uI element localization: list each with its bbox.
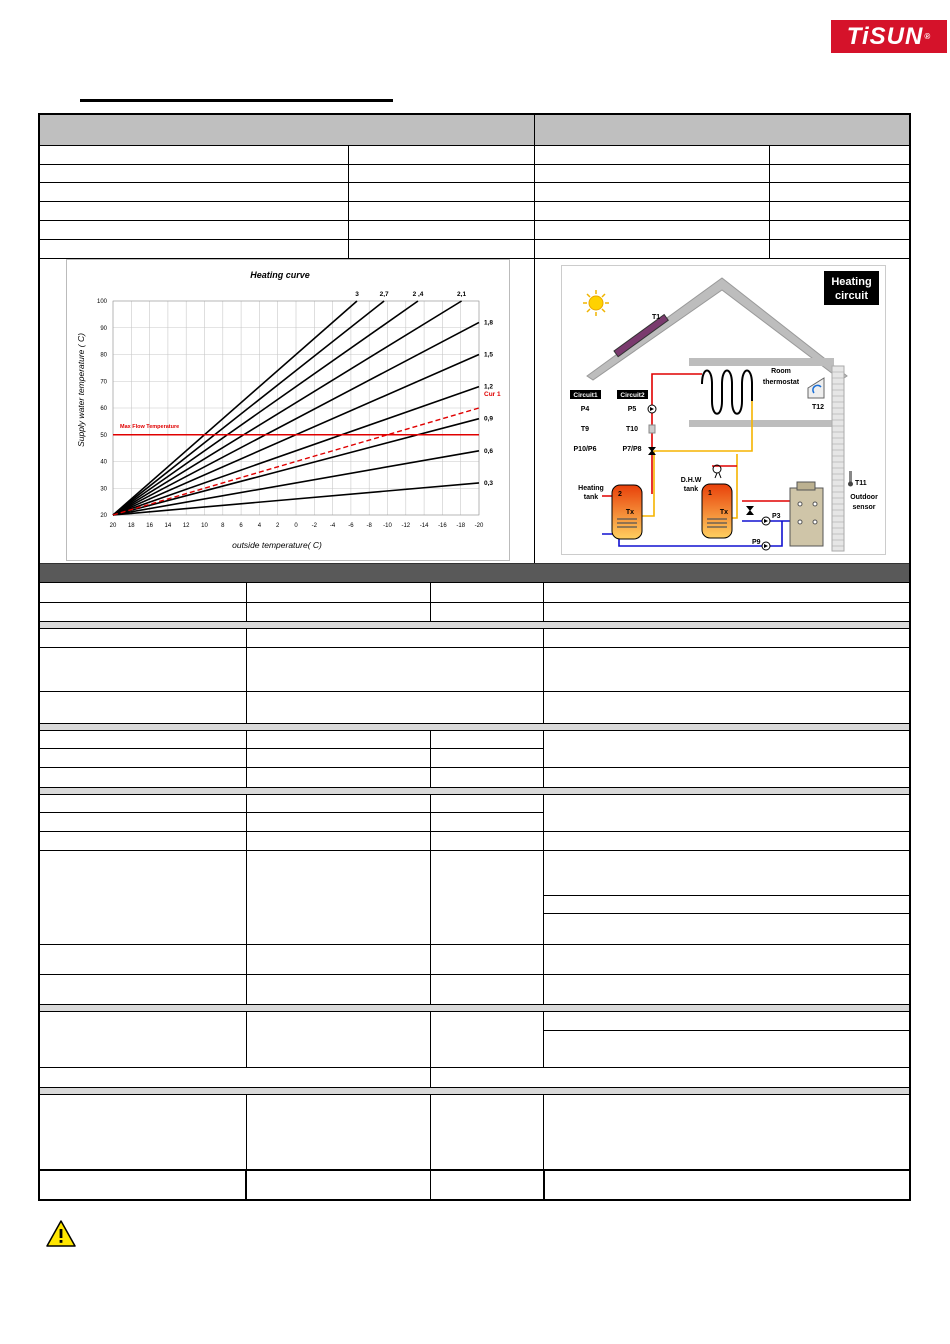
upper-floor-slab — [689, 358, 834, 366]
heat-pump-unit-icon — [790, 482, 823, 546]
table-row — [38, 201, 349, 221]
table-row — [246, 730, 431, 749]
heating-circuit-svg — [562, 266, 885, 554]
y-tick-label: 100 — [96, 299, 107, 305]
table-row — [430, 767, 544, 788]
table-row — [246, 794, 431, 813]
table-row — [769, 220, 911, 240]
table-row — [543, 1011, 911, 1031]
y-tick-label: 70 — [100, 379, 107, 386]
x-tick-label: -12 — [401, 523, 411, 529]
table-row — [430, 730, 544, 749]
x-tick-label: -6 — [348, 523, 354, 529]
table-row — [430, 602, 544, 622]
curve-label: 0,6 — [484, 447, 494, 455]
table-row — [543, 602, 911, 622]
table-row — [430, 794, 544, 813]
table-row — [543, 850, 911, 896]
label-p9: P9 — [752, 539, 761, 546]
table-row — [246, 748, 431, 768]
table-row — [38, 1169, 247, 1201]
table-row — [38, 628, 247, 648]
chart-title: Heating curve — [250, 270, 310, 280]
label-p7p8: P7/P8 — [622, 446, 642, 453]
x-tick-label: 4 — [257, 523, 262, 529]
lower-floor-slab — [689, 420, 834, 427]
table-row — [430, 850, 544, 945]
house-wall — [832, 366, 844, 551]
curve-label: 1,2 — [484, 383, 494, 391]
sun-icon — [583, 290, 609, 316]
table-row — [769, 239, 911, 259]
heating-circuit-diagram — [561, 265, 886, 555]
table-row — [430, 812, 544, 832]
table-row — [543, 831, 911, 851]
x-axis-label: outside temperature( C) — [232, 540, 322, 550]
label-p10p6: P10/P6 — [573, 446, 597, 453]
table-row — [534, 145, 770, 165]
table-row — [38, 145, 349, 165]
table-row — [246, 974, 431, 1005]
table-row — [246, 628, 544, 648]
label-circuit2: Circuit2 — [620, 392, 645, 399]
table-row — [543, 1094, 911, 1170]
table-row — [246, 1094, 431, 1170]
table-header-left — [38, 113, 535, 146]
table-row — [430, 748, 544, 768]
table-row — [430, 831, 544, 851]
label-heating-tank: tank — [583, 494, 599, 501]
table-row — [430, 1169, 544, 1201]
table-row — [38, 794, 247, 813]
table-row — [246, 1169, 431, 1201]
curve-label: 1,5 — [484, 351, 494, 359]
table-row — [246, 582, 431, 603]
label-tank-1: 1 — [708, 490, 712, 497]
table-row — [430, 582, 544, 603]
table-row — [543, 582, 911, 603]
label-sensor: sensor — [852, 504, 876, 511]
y-tick-label: 50 — [100, 432, 107, 439]
x-tick-label: 12 — [182, 523, 190, 529]
table-row — [348, 239, 535, 259]
table-row — [543, 647, 911, 692]
x-tick-label: -10 — [383, 523, 392, 529]
x-tick-label: -8 — [366, 523, 372, 529]
table-row — [246, 944, 431, 975]
table-row — [543, 767, 911, 788]
x-tick-label: 20 — [109, 523, 117, 529]
table-row — [348, 220, 535, 240]
x-tick-label: 0 — [294, 523, 298, 529]
label-t1: T1 — [652, 314, 661, 321]
label-t10: T10 — [625, 426, 639, 433]
table-row — [534, 182, 770, 202]
table-row — [430, 974, 544, 1005]
label-dhw: D.H.W — [680, 477, 702, 484]
table-row — [430, 944, 544, 975]
table-row — [246, 831, 431, 851]
table-header-right — [534, 113, 911, 146]
x-tick-label: 14 — [164, 523, 172, 529]
table-row — [38, 182, 349, 202]
valve-icon — [746, 506, 754, 515]
table-row — [543, 628, 911, 648]
table-row — [769, 164, 911, 183]
table-row — [430, 1011, 544, 1068]
curve-label: 0,9 — [484, 415, 494, 423]
table-row — [543, 691, 911, 724]
curve-label: 3 — [355, 291, 359, 298]
label-tx-dhw: Tx — [719, 509, 729, 516]
table-row — [769, 201, 911, 221]
heating-curve-chart — [66, 259, 510, 561]
table-row — [38, 582, 247, 603]
label-t12: T12 — [812, 404, 825, 411]
y-tick-label: 80 — [100, 352, 107, 359]
y-tick-label: 90 — [100, 325, 107, 332]
label-dhw-tank: tank — [683, 486, 699, 493]
table-row — [38, 602, 247, 622]
curve-label: 2 ,4 — [412, 291, 424, 298]
x-tick-label: 18 — [127, 523, 135, 529]
x-tick-label: 2 — [276, 523, 280, 529]
shower-icon — [713, 465, 721, 478]
table-row — [38, 1067, 431, 1088]
heating-curve-svg — [67, 260, 509, 560]
table-row — [534, 201, 770, 221]
y-tick-label: 30 — [100, 486, 107, 493]
curve-label: 2,7 — [379, 291, 389, 298]
table-row — [769, 182, 911, 202]
warning-icon — [46, 1220, 76, 1252]
sensor-t10-icon — [649, 425, 655, 433]
table-row — [348, 182, 535, 202]
table-row — [246, 647, 544, 692]
table-row — [246, 812, 431, 832]
table-row — [38, 1094, 247, 1170]
label-outdoor: Outdoor — [850, 494, 878, 501]
table-row — [38, 691, 247, 724]
settings-header — [38, 563, 911, 583]
section-title-underline — [80, 99, 393, 102]
x-tick-label: 6 — [239, 523, 243, 529]
label-thermostat: thermostat — [762, 379, 800, 386]
label-p4: P4 — [580, 406, 590, 413]
table-row — [38, 220, 349, 240]
table-row — [348, 201, 535, 221]
x-tick-label: -2 — [311, 523, 317, 529]
label-p5: P5 — [627, 406, 637, 413]
diagram-title-line1: Heating — [831, 276, 872, 288]
table-row — [543, 895, 911, 914]
table-row — [543, 944, 911, 975]
curve-label: 1,8 — [484, 319, 494, 327]
table-row — [38, 1011, 247, 1068]
cur1-label: Cur 1 — [484, 391, 501, 398]
table-row — [534, 164, 770, 183]
x-tick-label: -18 — [456, 523, 466, 529]
x-tick-label: 16 — [146, 523, 153, 529]
table-row — [38, 647, 247, 692]
x-tick-label: 8 — [221, 523, 225, 529]
table-row — [38, 748, 247, 768]
pump-p5-icon — [648, 405, 656, 413]
table-row — [38, 974, 247, 1005]
table-row — [38, 944, 247, 975]
label-circuit1: Circuit1 — [573, 392, 598, 399]
x-tick-label: -4 — [329, 523, 336, 529]
label-t11: T11 — [855, 480, 867, 487]
table-row — [348, 164, 535, 183]
y-tick-label: 40 — [100, 459, 107, 466]
floor-heating-coil-icon — [702, 371, 752, 414]
table-row — [543, 1169, 911, 1201]
x-tick-label: -16 — [438, 523, 447, 529]
table-row — [246, 691, 544, 724]
table-row — [543, 794, 911, 832]
table-row — [38, 239, 349, 259]
table-row — [38, 850, 247, 945]
x-tick-label: -20 — [474, 523, 484, 529]
table-row — [543, 913, 911, 945]
label-heating: Heating — [578, 485, 604, 492]
x-tick-label: -14 — [419, 523, 429, 529]
table-row — [348, 145, 535, 165]
table-row — [543, 974, 911, 1005]
label-tx-heating: Tx — [625, 509, 635, 516]
pump-p3-icon — [762, 517, 770, 525]
table-row — [430, 1094, 544, 1170]
table-row — [543, 730, 911, 768]
table-row — [543, 1030, 911, 1068]
label-t9: T9 — [580, 426, 590, 433]
y-tick-label: 60 — [100, 406, 107, 412]
label-p3: P3 — [772, 513, 781, 520]
table-row — [38, 767, 247, 788]
max-flow-label: Max Flow Temperature — [120, 423, 180, 430]
x-tick-label: 10 — [201, 523, 208, 529]
chart-tick-labels — [97, 299, 484, 529]
table-row — [534, 239, 770, 259]
table-row — [769, 145, 911, 165]
table-row — [246, 850, 431, 945]
table-row — [38, 812, 247, 832]
tisun-logo: TiSUN® — [831, 20, 947, 53]
label-tank-2: 2 — [618, 491, 622, 498]
table-row — [246, 767, 431, 788]
diagram-title-line2: circuit — [834, 290, 869, 302]
table-row — [38, 730, 247, 749]
table-row — [430, 1067, 911, 1088]
label-room: Room — [771, 368, 791, 375]
table-row — [38, 831, 247, 851]
y-tick-label: 20 — [100, 513, 107, 519]
table-row — [246, 1011, 431, 1068]
table-row — [38, 164, 349, 183]
curve-label: 2,1 — [457, 291, 467, 298]
pump-p9-icon — [762, 542, 770, 550]
table-row — [246, 602, 431, 622]
y-axis-label: Supply water temperature ( C) — [76, 333, 86, 447]
curve-label: 0,3 — [484, 479, 494, 487]
room-thermostat-icon — [808, 378, 824, 398]
table-row — [534, 220, 770, 240]
outdoor-sensor-icon — [848, 471, 853, 487]
